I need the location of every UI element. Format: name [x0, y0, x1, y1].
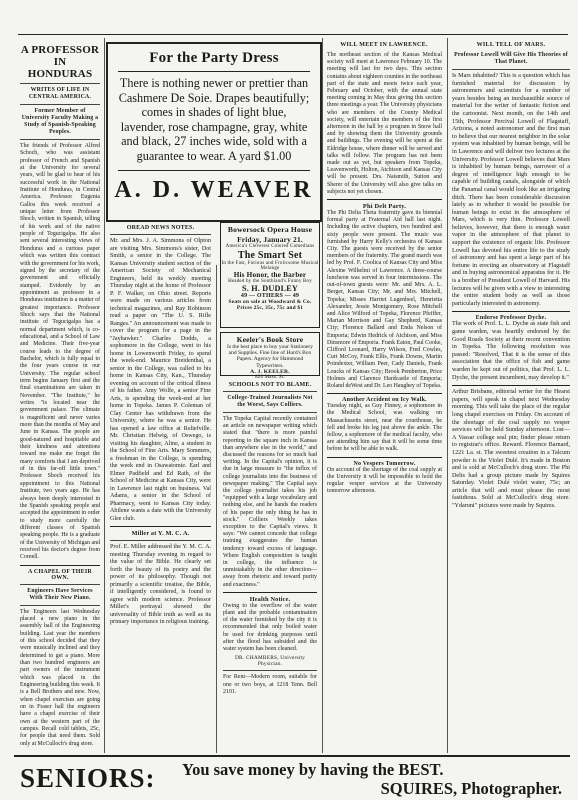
- opera-line4: The Smart Set: [237, 249, 303, 261]
- icy-walk-head: Another Accident on Icy Walk.: [342, 397, 427, 404]
- party-dress-body: There is nothing newer or prettier than Cashmere De Soie. Drapes beautifully; comes in shades of light blue, lavender, rose champagne, gray, white and black, 27 inches wide, sold with a guarantee to wear. A yard $1.00: [118, 76, 310, 163]
- ymca-head: Miller at Y. M. C. A.: [131, 530, 190, 537]
- article-subhead-honduras: WRITES OF LIFE IN CENTRAL AMERICA.: [28, 87, 92, 100]
- banner-line1: You save money by having the BEST.: [182, 760, 444, 779]
- banner-seniors: SENIORS:: [20, 763, 156, 793]
- oread-news-body: Mr. and Mrs. J. A. Simmons of Olpton are visiting Mrs. Simmons's sister, Dot Smith, a senior in the College. The Kansas University student section of the American Society of Mechanical Engineers, held its weekly meeting Thursday night at the home of Professor P. F. Walker, on Ohio street. Reports were made on various articles from technical magazines, and Ray Robinson read a paper on "The U. S. Rifle Ranges." An announcement was made to cover the program for a page in the "Jayhawker." Charles Dodds, a sophomore in the College, went to his home in Lowenworth Friday, to spend the week-end. Maurice Breidenthal, a senior in the College, was called to his home in Kansas City, Kan., Thursday evening on account of the critical illness of his father. Amy Wolfe, a senior Fine Arts, is spending the week-end at her home in Topeka. James P. Coleman of Clay Center has withdrawn from the University, where he was a senior. He has opened a law office at Reliefville. Mr. Christian Helwig, of Oswego, is visiting his daughter, Aline, a student in the School of Fine Arts. Mary Sommers, a freshman in the College, is spending the week end in Osawatomie. Earl and Elmer Padfield and Ed Rath, of the School of Medicine at Kansas City, were in Lawrence last night on business. Val Adams, a senior in the School of Pharmacy, went to Kansas City today. Abilene wants a date with the University Glee club.: [110, 238, 211, 522]
- vespers-body: On account of the shortage of the coal supply at the University it will be impossible to hold the regular vesper services at the University tomorrow afternoon.: [327, 466, 442, 495]
- column-2b: [223, 382, 317, 696]
- dyche-head: Endorse Professor Dyche.: [475, 315, 547, 322]
- keeler-body: Is the best place to buy your Stationery and Supplies. Fine line of Hurd's Box Papers. Agency for Hammond Typewriters.: [227, 344, 313, 369]
- health-body: Owing to the overflow of the water plant and the probable contamination of the water furnished by the city it is recommended that only boiled water be used for drinking purposes until after the flood has subsided and the water system has been cleaned.: [223, 602, 317, 653]
- column-rule-1: [104, 38, 105, 753]
- party-dress-ad: [106, 42, 322, 222]
- column-4: [452, 52, 570, 511]
- health-sign: DR. CHAMBERS, University Physician.: [234, 655, 306, 668]
- article-body-honduras: The friends of Professor Alfred Schoch, who was assistant professor of French and Spanish at the University for several years, will be glad to hear of his successful work in the National Institute of Honduras, in Central America. Professor Eugenia Gallos this week received a unique letter from Professor Shoch, written in Spanish, telling of his work and of the native people of Tegucigalpa. He also sent several interesting views of Honduras and a curious paper which was written this contract with the government for his work, signed by the secretary of the government and officially stamped. Evidently by an appointment as professor in a Honduras institution is a matter of greatest importance. Professor Shoch says that the National institute of Tegucigalpa has a normal department which, is co-educational, and a School of Law and Medicine. Their five-year course leads to the degree of Bachelor, which is fully equal to the four years course in our University. The regular school term begins January first and the final examinations are taken in November. "The Institute," he writes "is located near the government palace. The climate is magnificent and never varies more than the months of May and June in Kansas. The people are good-natured and hospitable and their kindness and attentions toward me make me forget the many comforts that I am deprived of in this far-off little town." Professor Shoch received his appointment to this National Institute, two years ago. He has always been deeply interested in the Spanish speaking people and accepted the appointment in order to study more carefully the different classes of Spanish speaking people. He is a graduate of the University of Michigan and received his doctor's degree from Cornell.: [20, 143, 101, 561]
- icy-walk-body: Tuesday night, as Guy Finney, a sophomore in the Medical School, was walking on Massachusetts street, near the courthouse, he fell and broke his leg just above the ankle. The fellow, a sophomore of the medical faculty, who are attending him say that it will be some time before he will be able to walk.: [327, 403, 442, 453]
- dyche-body: The work of Prof. L. L. Dyche as state fish and game warden, was heartily endorsed by the Good Roads Society at their recent convention in Topeka. The following resolution was passed: "Resolved, That it is the sense of this association that the office of fish and game warden be kept out of politics, that Prof. L. L. Dyche, the present incumbent, may develop it.": [452, 321, 570, 381]
- keeler-bookstore-ad: [220, 332, 320, 380]
- column-3: [327, 52, 442, 495]
- opera-line6: His Honor, the Barber: [233, 270, 307, 279]
- opera-line5: In the Fast, Furious and Frolicsome Musical Melange: [221, 260, 319, 271]
- party-dress-title: For the Party Dress: [149, 50, 279, 66]
- schools-head: SCHOOLS NOT TO BLAME.: [228, 382, 312, 388]
- column-rule-2: [216, 265, 217, 753]
- column-rule-3: [322, 38, 323, 753]
- column-1: [20, 44, 100, 748]
- schools-deck: College-Trained Journalists Not the Worst, Says Colliers.: [227, 395, 313, 408]
- column-rule-4: [447, 38, 448, 753]
- opera-line9: 49 — OTHERS — 49: [240, 292, 300, 299]
- misc-notes-body: Arthur Brisbane, editorial writer for the Hearst papers, will speak in chapel next Wednesday morning. This will take the place of the regular long chapel exercises on Friday. On account of the shortage of the coal supply no vesper services will be held Sunday afternoon. Lost—A Vassar college seal pin; finder please return to registrar's office. Reward. Florence Barnard, 1221 La. st. The sweetest creation in a Talcum powder is the Violet Dulé. It's made in Boston and is sold at McCulloch's drug store. The Phi Delts had a group picture made by Squires Saturday. Violet Dulé violet water, 75c; an article that will and must please the most fastidious. Sold at McCulloch's drug store. "Ydaruni" pictures were made by Squires.: [452, 389, 570, 510]
- opera-line7: Headed by the Southland's Funny Boy: [228, 278, 312, 284]
- column-2: [110, 225, 211, 627]
- phi-delt-body: The Phi Delta Theta fraternity gave its biennial formal party at Fraternal Aid hall last night. Including the active chapters, two hundred and sixty people were present. The music was furnished by Harry Kelly's orchestra of Kansas City. The guests were received by the senior members of the fraternity. The grand march was led by Prof. F. Coolica of Kansas City and Miss Alexine Wilhelmi of Lawrence. A three-course luncheon was served in four intermissions. The out-of-town guests were: Mr. and Mrs. A. L. Berger, Kansas City; Mr. and Mrs. Mitchell, Topeka; Misses Harriet Lugenbeel, Henrietta Alexander, Jessie Montgomery, Rose Mitchell and Alice Wilford of Topeka, Florence Pfeiffer, Marian Morrison and Gay Shepherd, Kansas City; Florence Ballard and Enda Nelson of Emporia; Edwin Hedrick of Atchison, and Miss Dinsmore of Emporia. Frank Eaton, Paul Cooke, Clifford Leonard, Harry Wilson, Fred Cowles, Curt McCoy, Frank Ellis, Frank Downs, Martin Poindexter, William Peer, Cady Daniels, Frank Loucks of Kansas City; Brook Pemberton, Price Holmes and Clarence Hardcastle of Emporia; Roland deWest and Dr. Leo Haughey of Topeka.: [327, 210, 443, 389]
- oread-news-head: OREAD NEWS NOTES.: [126, 225, 195, 231]
- opera-line10: Seats on sale at Woodward & Co. Prices 25c, 35c, 75c and $1: [228, 298, 312, 311]
- header-will-tell: WILL TELL OF MARS.: [476, 42, 546, 48]
- health-head: Health Notice.: [249, 595, 291, 603]
- mars-body: Is Mars inhabited? This is a question which has furnished material for discussion by astronomers and scientists for a number of years besides being an inexhaustible source of material for the writer of fantastic fiction and the cartoonist. Next month, on the 14th and 15th, Professor Percival Lowell of Flagstaff, Arizona, a noted astronomer and the first man to believe that our nearest neighbor in the solar system was inhabited by human beings, will be in Lawrence and will deliver two lectures at the University. Professor Lowell believes that Mars is inhabited by human beings, narrower of a degree of intelligence high enough to be capable of building canals, alongside of which the Panamal canal would look like an irrigating ditch. There has been considerable discussion lately as to whether it would be possible for human beings to exist in the atmosphere of Mars, which is very thin. Professor Lowell believes, however, that there is enough water vapor in the atmosphere of that planet to support the existence of organic life. Professor Lowell has devoted his entire life to the study of astronomy and has spent a large part of his fortune in erecting an observatory at Flagstaff and in buying astronomical apparatus for it. He is a brother of President Lowell of Harvard. His lectures will be given with a view to interesting the entire student body as well as those particularly interested in astronomy.: [452, 73, 570, 307]
- header-will-meet: WILL MEET IN LAWRENCE.: [340, 42, 428, 48]
- seniors-banner: [14, 755, 570, 799]
- banner-line2: SQUIRES, Photographer.: [380, 779, 562, 798]
- vespers-head: No Vespers Tomorrow.: [353, 460, 416, 467]
- medical-society-body: The northeast section of the Kansas Medical society will meet at Lawrence February 10. The meeting will last for two days. This section contains about eighteen counties in the northeast part of the state and meets twice each year, February and October, with the annual state meeting coming in May thus giving this section three meetings a year. The University physicians who are members of the County Medical society, will entertain the members of the first afternoon in the hall by a program in Snow hall and by showing them the University grounds and buildings. The evening will be spent at the Eldridge house, where dinner will be served and talks will follow. The program has not been made out as yet, but speakers from Topeka, Leavenworth, Holton, Atchison and Kansas City will be present. Drs. Naismith, Sutton and Sherer of the University will also give talks on subjects not yet chosen.: [327, 52, 442, 195]
- ymca-body: Prof. E. Miller addressed the Y. M. C. A. meeting Thursday evening in regard to the value of the Bible. He clearly set forth the beauty of its poetry and the power of its philosophy. Though not primarily a scientific treatise, the Bible, if intelligently considered, is found to agree with modern science. Professor Miller's portrayal showed the universality of Bible truth as well as its primary importance in religious training.: [110, 544, 211, 625]
- article-body-chapel: The Engineers last Wednesday placed a new piano in the assembly hall of the Engineering building. Last year the members of this school decided that they were musically inclined and they determined to get a piano. More than two hundred engineers are part owners of the instrument which was placed in the Engineering building this week. It is a Bell Brothers and new. Now, when chapel exercises are going on in Fraser hall the engineers have a chapel exercise of their own at the western part of the campus. Recall cold tablets, 25c, for people that need them. Sold only at McCulloch's drug store.: [20, 608, 100, 747]
- schools-body: The Topeka Capital recently contained an article on newspaper writing which stated that "there is more painful reporting to the square inch in Kansas than anywhere else in the world," and discussed the reasons for so much bad writing. In the Capital's opinion, it is due in large measure to "the influx of college journalists into the business of newspaper making." The Capital says the college journalist takes his job "equipped with a large vocabulary and nothing else, and he hands the readers of his paper the only thing he has in stock." Colliers Weekly takes exception to the Capital's views. It says: "We cannot concede that college training exaggerates the human tendency toward excess of language. Where English composition is taught in college, the influence is unmistakably in the other direction—away from rhetoric and toward purity and exactness.": [223, 416, 317, 588]
- article-deck-honduras: Former Member of University Faculty Making a Study of Spanish-Speaking Peoples.: [21, 108, 99, 135]
- article-title-honduras: A PROFESSOR IN HONDURAS: [20, 44, 100, 80]
- article-deck-chapel: Engineers Have Services With Their New Piano.: [27, 587, 93, 601]
- keeler-name: A. J. KEELER.: [250, 368, 290, 375]
- top-rule: [18, 34, 568, 35]
- phi-delt-head: Phi Delt Party.: [362, 203, 407, 211]
- keeler-address: 820 Mass. St.: [255, 374, 285, 380]
- rent-notice: For Rent—Modern room, suitable for one or two boys, at 1218 Tenn. Bell 2101.: [223, 674, 317, 695]
- opera-line1: Bowersock Opera House: [227, 225, 313, 234]
- mars-deck: Professor Lowell Will Give His Theories of That Planet.: [454, 52, 568, 65]
- opera-line8: S. H. DUDLEY: [241, 283, 299, 293]
- weaver-store-name: A. D. WEAVER: [114, 176, 314, 203]
- opera-line3: America's Cleverest Colored Comedians: [225, 243, 315, 249]
- keeler-title: Keeler's Book Store: [236, 335, 304, 344]
- opera-line2: Friday, January 21.: [237, 234, 303, 244]
- opera-house-ad: [220, 222, 320, 328]
- article-title-chapel: A CHAPEL OF THEIR OWN.: [28, 568, 92, 581]
